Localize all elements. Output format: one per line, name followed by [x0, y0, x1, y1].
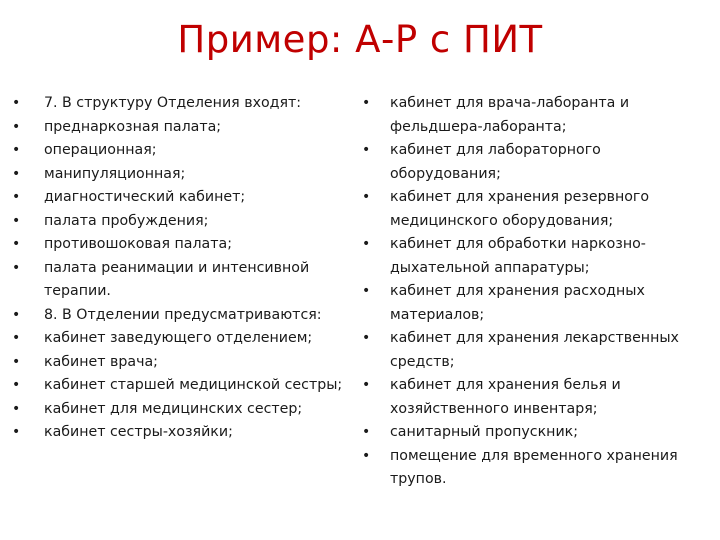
list-item-text: кабинет для хранения белья и хозяйственного инвентаря;	[390, 377, 621, 417]
list-item-text: противошоковая палата;	[44, 236, 232, 252]
list-item	[12, 163, 352, 187]
list-item-text: кабинет для лабораторного оборудования;	[390, 142, 601, 182]
list-item	[12, 139, 352, 163]
list-item-text: помещение для временного хранения трупов.	[390, 447, 678, 487]
list-item	[12, 304, 352, 328]
bullet-icon: •	[362, 447, 371, 464]
list-item	[12, 92, 352, 116]
left-column	[12, 92, 352, 445]
bullet-icon: •	[362, 283, 371, 299]
list-item-text: 7. В структуру Отделения входят:	[44, 95, 302, 111]
right-bullet-list	[360, 92, 700, 492]
list-item	[360, 327, 700, 374]
list-item	[12, 210, 352, 234]
list-item	[12, 233, 352, 257]
list-item	[12, 186, 352, 210]
bullet-icon: •	[362, 95, 371, 111]
page-title: Пример: А-Р с ПИТ	[177, 18, 543, 61]
list-item	[360, 92, 700, 139]
list-item-text: кабинет заведующего отделением;	[44, 330, 313, 346]
list-item-text: палата пробуждения;	[44, 212, 209, 229]
list-item-text: преднаркозная палата;	[44, 118, 222, 135]
list-item	[12, 116, 352, 140]
list-item	[12, 374, 352, 398]
list-item-text: 8. В Отделении предусматриваются:	[44, 306, 322, 323]
bullet-icon: •	[12, 353, 21, 370]
list-item-text: санитарный пропускник;	[390, 424, 579, 440]
list-item-text: кабинет врача;	[44, 353, 158, 370]
left-bullet-list	[12, 92, 352, 445]
list-item-text: кабинет для хранения резервного медицинского оборудования;	[390, 189, 650, 229]
list-item-text: операционная;	[44, 142, 157, 158]
list-item	[360, 421, 700, 445]
list-item	[360, 139, 700, 186]
bullet-icon: •	[362, 142, 371, 158]
bullet-icon: •	[362, 424, 371, 440]
bullet-icon: •	[362, 236, 371, 252]
bullet-icon: •	[12, 212, 21, 229]
list-item-text: кабинет для врача-лаборанта и фельдшера-лаборанта;	[390, 95, 630, 135]
bullet-icon: •	[12, 424, 21, 440]
list-item-text: кабинет для хранения расходных материалов;	[390, 283, 645, 323]
bullet-icon: •	[12, 306, 21, 323]
list-item-text: диагностический кабинет;	[44, 189, 246, 205]
bullet-icon: •	[12, 95, 21, 111]
list-item	[360, 374, 700, 421]
bullet-icon: •	[12, 118, 21, 135]
list-item	[12, 398, 352, 422]
bullet-icon: •	[12, 142, 21, 158]
list-item-text: кабинет для медицинских сестер;	[44, 400, 303, 417]
bullet-icon: •	[362, 330, 371, 346]
list-item	[12, 421, 352, 445]
bullet-icon: •	[362, 377, 371, 393]
list-item	[360, 186, 700, 233]
list-item	[360, 445, 700, 492]
list-item	[12, 351, 352, 375]
bullet-icon: •	[12, 330, 21, 346]
list-item	[12, 327, 352, 351]
list-item	[360, 233, 700, 280]
right-column	[360, 92, 700, 492]
list-item-text: палата реанимации и интенсивной терапии.	[44, 259, 310, 299]
list-item-text: кабинет старшей медицинской сестры;	[44, 377, 343, 393]
list-item-text: кабинет для хранения лекарственных средств;	[390, 330, 679, 370]
list-item	[360, 280, 700, 327]
bullet-icon: •	[362, 189, 371, 205]
list-item-text: манипуляционная;	[44, 165, 186, 182]
bullet-icon: •	[12, 165, 21, 182]
bullet-icon: •	[12, 236, 21, 252]
bullet-icon: •	[12, 377, 21, 393]
list-item-text: кабинет для обработки наркозно-дыхательной аппаратуры;	[390, 236, 646, 276]
list-item-text: кабинет сестры-хозяйки;	[44, 424, 233, 440]
list-item	[12, 257, 352, 304]
bullet-icon: •	[12, 400, 21, 417]
bullet-icon: •	[12, 259, 21, 276]
bullet-icon: •	[12, 189, 21, 205]
